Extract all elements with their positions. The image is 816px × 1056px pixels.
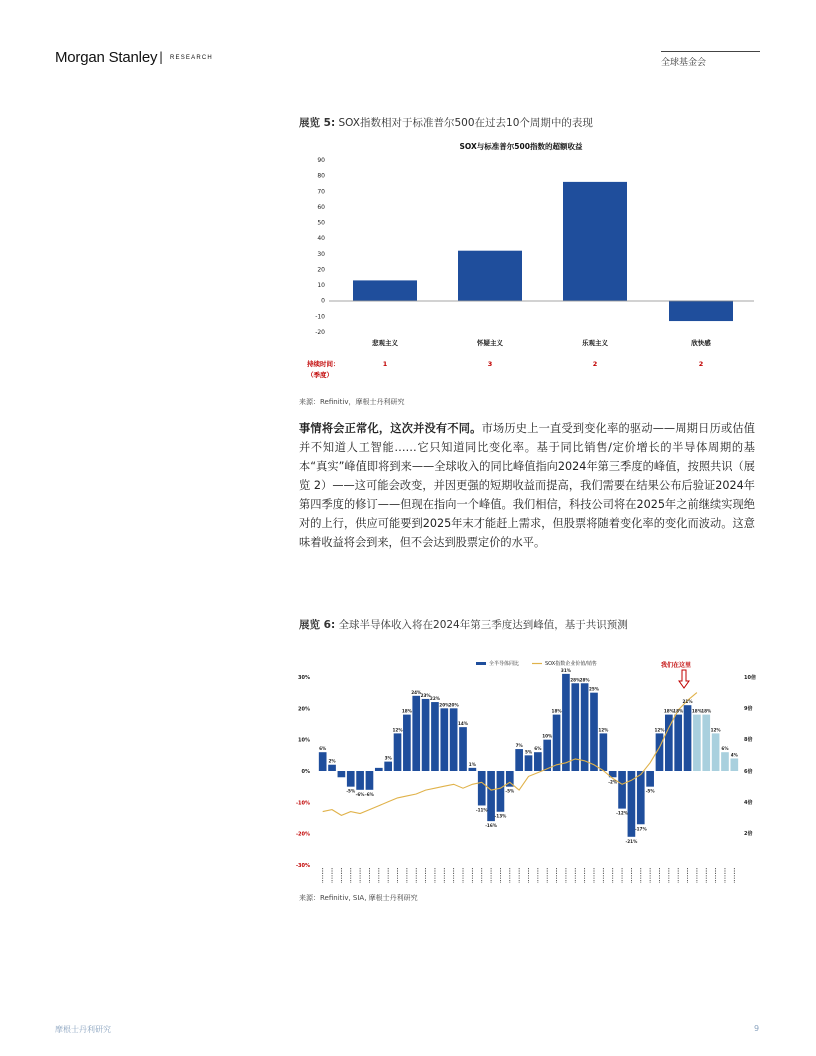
bar-data-label: -21% <box>625 838 638 844</box>
bar-data-label: 1% <box>468 761 476 767</box>
revenue-bar <box>497 771 505 812</box>
revenue-bar <box>366 771 374 790</box>
bar-data-label: 7% <box>515 743 523 749</box>
revenue-bar <box>702 715 710 771</box>
revenue-bar <box>356 771 364 790</box>
revenue-bar <box>590 693 598 771</box>
category-label: 怀疑主义 <box>477 339 503 347</box>
revenue-bar <box>412 696 420 771</box>
bar <box>669 301 733 321</box>
y-tick-label: -10 <box>315 313 325 321</box>
bar-data-label: 14% <box>457 721 469 727</box>
bar-data-label: 18% <box>663 708 674 714</box>
right-tick-label: 10倍 <box>744 675 756 681</box>
revenue-bar <box>600 733 608 771</box>
revenue-bar <box>478 771 486 805</box>
bar-data-label: 12% <box>654 727 665 733</box>
bar-data-label: 2% <box>328 758 336 764</box>
semis-revenue-chart <box>296 655 766 885</box>
revenue-bar <box>525 755 533 771</box>
bar-data-label: 6% <box>534 746 542 752</box>
revenue-bar <box>450 708 458 771</box>
right-tick-label: 8倍 <box>744 737 753 743</box>
we-are-here-annotation: 我们在这里 <box>660 662 692 669</box>
duration-label: 持续时间： <box>307 360 340 368</box>
revenue-bar <box>712 733 720 771</box>
bar-data-label: 28% <box>579 677 590 683</box>
footer-label: 摩根士丹利研究 <box>55 1025 111 1034</box>
revenue-bar <box>469 768 477 771</box>
bar-data-label: 12% <box>598 727 609 733</box>
bar-data-label: -11% <box>475 807 488 813</box>
bar-data-label: -12% <box>616 810 628 816</box>
duration-value: 1 <box>382 360 388 368</box>
exhibit5-title: SOX指数相对于标准普尔500在过去10个周期中的表现 <box>338 117 593 129</box>
category-label: 欣快感 <box>691 339 711 347</box>
revenue-bar <box>684 705 692 771</box>
bar-data-label: 10% <box>542 733 553 739</box>
category-label: 乐观主义 <box>582 339 608 347</box>
revenue-bar <box>618 771 626 809</box>
bar-data-label: 25% <box>588 686 600 692</box>
bar <box>563 182 627 301</box>
exhibit6-number: 展览 6: <box>299 619 336 631</box>
revenue-bar <box>347 771 355 787</box>
chart-title: SOX与标准普尔500指数的超额收益 <box>459 142 583 151</box>
revenue-bar <box>422 699 430 771</box>
research-label: RESEARCH <box>170 55 213 61</box>
bar-data-label: -5% <box>505 788 515 794</box>
legend-label-line: SOX指数企业价值/销售 <box>545 661 597 667</box>
bar-data-label: 18% <box>401 708 412 714</box>
bar-data-label: 6% <box>721 746 729 752</box>
revenue-bar <box>328 765 336 771</box>
exhibit5-number: 展览 5: <box>299 117 336 129</box>
bar-data-label: 6% <box>319 746 327 752</box>
y-tick-label: 0 <box>321 297 325 305</box>
section-title: 全球基金会 <box>661 58 707 68</box>
exhibit6-source: 来源：Refinitiv, SIA, 摩根士丹利研究 <box>299 894 418 902</box>
y-tick-label: 20 <box>317 266 325 274</box>
revenue-bar <box>730 758 738 771</box>
revenue-bar <box>459 727 467 771</box>
bar-data-label: -13% <box>494 813 507 819</box>
right-tick-label: 6倍 <box>744 769 753 775</box>
bar-data-label: 4% <box>730 752 738 758</box>
exhibit5-caption <box>299 115 593 130</box>
revenue-bar <box>440 708 448 771</box>
bar-data-label: 18% <box>691 708 702 714</box>
bar-data-label: 21% <box>682 699 693 705</box>
revenue-bar <box>693 715 701 771</box>
revenue-bar <box>394 733 402 771</box>
left-tick-label: -20% <box>296 831 310 838</box>
header-rule <box>661 51 760 52</box>
bar-data-label: 12% <box>710 727 721 733</box>
y-tick-label: 30 <box>317 250 325 258</box>
revenue-bar <box>384 762 392 771</box>
right-tick-label: 2倍 <box>744 831 753 837</box>
revenue-bar <box>674 715 682 771</box>
revenue-bar <box>571 683 579 771</box>
down-arrow-icon <box>679 670 689 688</box>
y-tick-label: 70 <box>317 188 325 196</box>
y-tick-label: -20 <box>315 329 325 336</box>
bar-data-label: 5% <box>524 749 533 755</box>
left-tick-label: 30% <box>298 675 310 681</box>
y-tick-label: 80 <box>317 172 325 180</box>
revenue-bar <box>431 702 439 771</box>
bar-data-label: 18% <box>551 708 562 714</box>
duration-value: 3 <box>487 360 493 368</box>
logo-separator: | <box>159 50 164 64</box>
body-paragraph <box>299 419 755 552</box>
revenue-bar <box>562 674 570 771</box>
bar-data-label: 23% <box>420 692 431 698</box>
duration-value: 2 <box>592 360 598 368</box>
revenue-bar <box>637 771 645 824</box>
revenue-bar <box>553 715 561 771</box>
exhibit5-source: 来源：Refinitiv，摩根士丹利研究 <box>299 398 405 406</box>
revenue-bar <box>721 752 729 771</box>
bar-data-label: 22% <box>429 696 440 702</box>
right-tick-label: 9倍 <box>744 706 753 712</box>
left-tick-label: 0% <box>301 769 310 775</box>
brand-logo: Morgan Stanley <box>55 49 158 66</box>
bar-data-label: 12% <box>392 727 403 733</box>
left-tick-label: 10% <box>298 737 310 744</box>
paragraph-body: 市场历史上一直受到变化率的驱动——周期日历或估值并不知道人工智能……它只知道同比变化率。基于同比销售/定价增长的半导体周期的基本“真实”峰值即将到来——全球收入的同比峰值指向2024年第三季度的峰值，按照共识（展览 2）——这可能会改变，并因更强的短期收益而提高，我们需要在结果公布后验证2024年第四季度的修订——但现在指向一个峰值。我们相信，科技公司将在2025年之前继续实现绝对的上行，供应可能要到2025年末才能赶上需求，但股票将随着变化率的变化而波动。这意味着收益将会到来，但不会达到股票定价的水平。 <box>299 422 755 549</box>
bar-data-label: -17% <box>634 826 647 832</box>
y-tick-label: 50 <box>317 219 325 227</box>
bar-data-label: 31% <box>560 667 571 673</box>
left-tick-label: -30% <box>296 863 310 869</box>
bar <box>353 280 417 300</box>
bar-data-label: 20% <box>439 702 450 708</box>
bar-data-label: 28% <box>570 677 581 683</box>
revenue-bar <box>581 683 589 771</box>
bar-data-label: -6% <box>355 791 365 797</box>
bar-data-label: 18% <box>673 708 684 714</box>
paragraph-lead: 事情将会正常化，这次并没有不同。 <box>299 422 482 435</box>
right-tick-label: 4倍 <box>744 800 753 806</box>
bar-data-label: -6% <box>365 791 374 797</box>
revenue-bar <box>375 768 383 771</box>
duration-unit-label: （季度） <box>307 371 333 379</box>
bar <box>458 251 522 301</box>
left-tick-label: 20% <box>298 706 310 713</box>
y-tick-label: 10 <box>317 282 325 290</box>
revenue-bar <box>403 715 411 771</box>
page-number: 9 <box>754 1024 760 1033</box>
revenue-bar <box>319 752 327 771</box>
bar-data-label: -5% <box>346 788 356 794</box>
exhibit6-caption <box>299 617 628 632</box>
y-tick-label: 40 <box>317 235 325 243</box>
bar-data-label: 20% <box>448 702 459 708</box>
y-tick-label: 90 <box>317 157 325 164</box>
bar-data-label: 24% <box>411 689 422 695</box>
exhibit6-title: 全球半导体收入将在2024年第三季度达到峰值，基于共识预测 <box>338 619 628 631</box>
duration-value: 2 <box>698 360 704 368</box>
revenue-bar <box>543 740 551 771</box>
bar-data-label: -16% <box>485 823 497 829</box>
sox-excess-return-chart <box>299 135 769 380</box>
bar-data-label: -5% <box>645 788 655 794</box>
revenue-bar <box>646 771 654 787</box>
bar-data-label: 18% <box>701 708 712 714</box>
y-tick-label: 60 <box>317 203 325 211</box>
left-tick-label: -10% <box>296 800 310 807</box>
bar-data-label: -2% <box>608 779 618 785</box>
category-label: 悲观主义 <box>372 339 398 347</box>
revenue-bar <box>515 749 523 771</box>
bar-data-label: 3% <box>384 755 392 761</box>
revenue-bar <box>534 752 542 771</box>
legend-label-bars: 全半导体同比 <box>489 661 520 667</box>
revenue-bar <box>338 771 346 777</box>
legend-swatch-bars <box>476 662 486 665</box>
